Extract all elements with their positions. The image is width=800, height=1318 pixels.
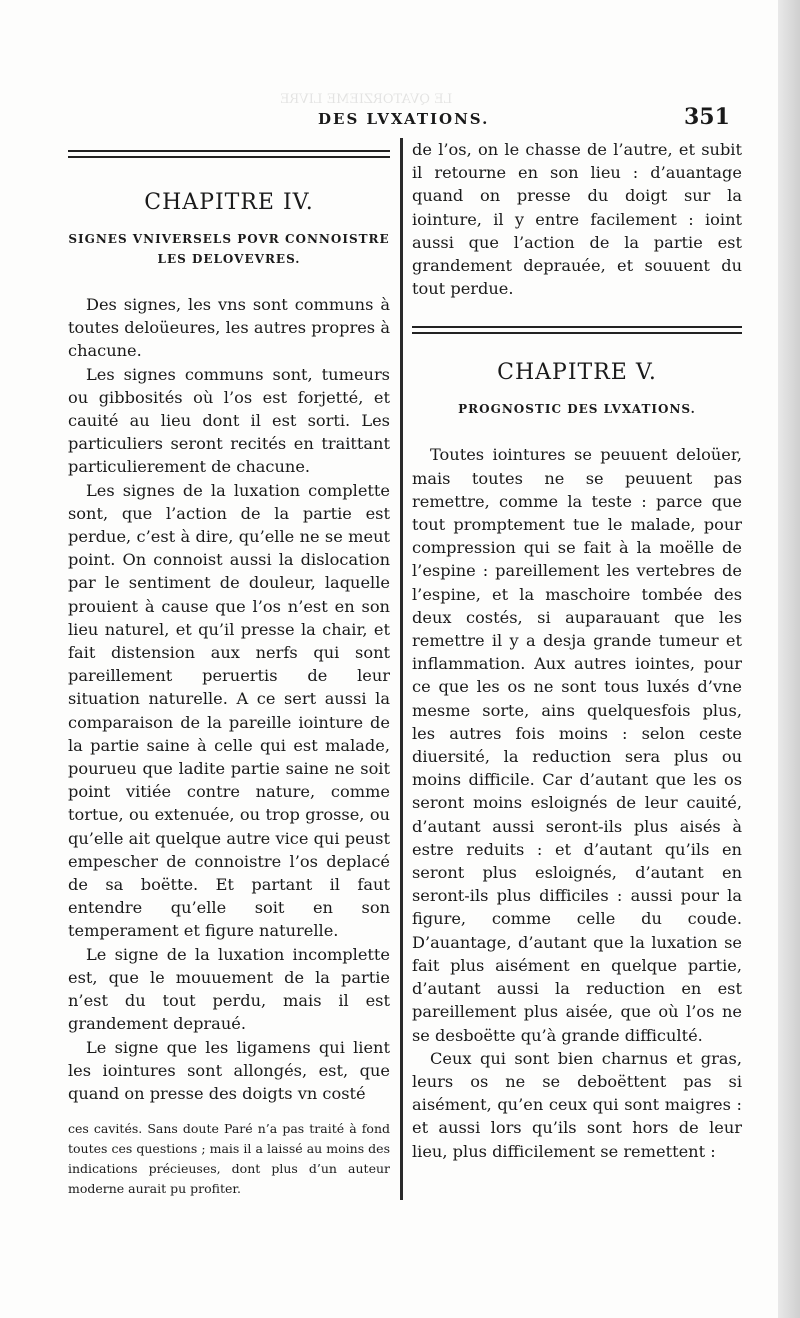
chapter-subtitle: SIGNES VNIVERSELS POVR CONNOISTRE LES DELOVEVRES. (68, 232, 390, 266)
footnote: ces cavités. Sans doute Paré n’a pas traité à fond toutes ces questions ; mais il a laissé au moins des indications précieuses, dont plus d’un auteur moderne aurait pu profiter. (68, 1121, 390, 1197)
right-column (412, 138, 742, 1163)
page-edge-shadow (778, 0, 800, 1318)
paragraph: Le signe de la luxation incomplette est, que le mouuement de la partie n’est du tout perdu, mais il est grandement depraué. (68, 944, 390, 1034)
paragraph: Ceux qui sont bien charnus et gras, leurs os ne se deboëttent pas si aisément, qu’en ceux qui sont maigres : et aussi lors qu’ils sont hors de leur lieu, plus difficilement se remettent : (412, 1048, 742, 1161)
paragraph: Les signes de la luxation complette sont, que l’action de la partie est perdue, c’est à dire, qu’elle ne se meut point. On connoist aussi la dislocation par le sentiment de douleur, laquelle prouient à cause que l’os n’est en son lieu naturel, et qu’il presse la chair, et fait distension aux nerfs qui sont pareillement peruertis de leur situation naturelle. A ce sert aussi la comparaison de la pareille iointure de la partie saine à celle qui est malade, pourueu que ladite partie saine ne soit point vitiée contre nature, comme tortue, ou extenuée, ou trop grosse, ou qu’elle ait quelque autre vice qui peust empescher de connoistre l’os deplacé de sa boëtte. Et partant il faut entendre qu’elle soit en son temperament et figure naturelle. (68, 480, 390, 941)
chapter-body (68, 293, 390, 1105)
page-header (0, 100, 800, 130)
chapter-title: CHAPITRE V. (497, 360, 657, 386)
chapter-body (412, 443, 742, 1162)
paragraph: Toutes iointures se peuuent deloüer, mais toutes ne se peuuent pas remettre, comme la teste : parce que tout promptement tue le malade, pour compression qui se fait à la moëlle de l’espine : pareillement les vertebres de l’espine, et la maschoire tombée des deux costés, si auparauant que les remettre il y a desja grande tumeur et inflammation. Aux autres iointes, pour ce que les os ne sont tous luxés d’vne mesme sorte, ains quelquesfois plus, les autres fois moins : selon ceste diuersité, la reduction sera plus ou moins difficile. Car d’autant que les os seront moins esloignés de leur cauité, d’autant aussi seront-ils plus aisés à estre reduits : et d’autant qu’ils en seront plus esloignés, d’autant en seront-ils plus difficiles : aussi pour la figure, comme celle du coude. D’auantage, d’autant que la luxation se fait plus aisément en quelque partie, d’autant aussi la reduction en est pareillement plus aisée, que où l’os ne se desboëtte qu’à grande difficulté. (412, 445, 742, 1045)
paragraph: Le signe que les ligamens qui lient les iointures sont allongés, est, que quand on presse des doigts vn costé (68, 1037, 390, 1103)
page-number: 351 (684, 104, 730, 130)
running-title: DES LVXATIONS. (318, 110, 490, 128)
paragraph: de l’os, on le chasse de l’autre, et subit il retourne en son lieu : d’auantage quand on presse du doigt sur la iointure, il y entre facilement : ioint aussi que l’action de la partie est grandement deprauée, et souuent du tout perdue. (412, 140, 742, 299)
show-through-text: LE QVATORZIEME LIVRE (280, 92, 453, 107)
paragraph: Les signes communs sont, tumeurs ou gibbosités où l’os est forjetté, et cauité au lieu dont il est sorti. Les particuliers seront recités en traittant particulierement de chacune. (68, 364, 390, 477)
chapter-title: CHAPITRE IV. (144, 190, 314, 215)
column-rule (400, 138, 403, 1200)
left-column (68, 150, 390, 1199)
continued-text (412, 138, 742, 300)
chapter-rule (412, 326, 742, 334)
chapter-rule (68, 150, 390, 158)
chapter-subtitle: PROGNOSTIC DES LVXATIONS. (458, 402, 696, 417)
paragraph: Des signes, les vns sont communs à toutes deloüeures, les autres propres à chacune. (68, 295, 390, 361)
